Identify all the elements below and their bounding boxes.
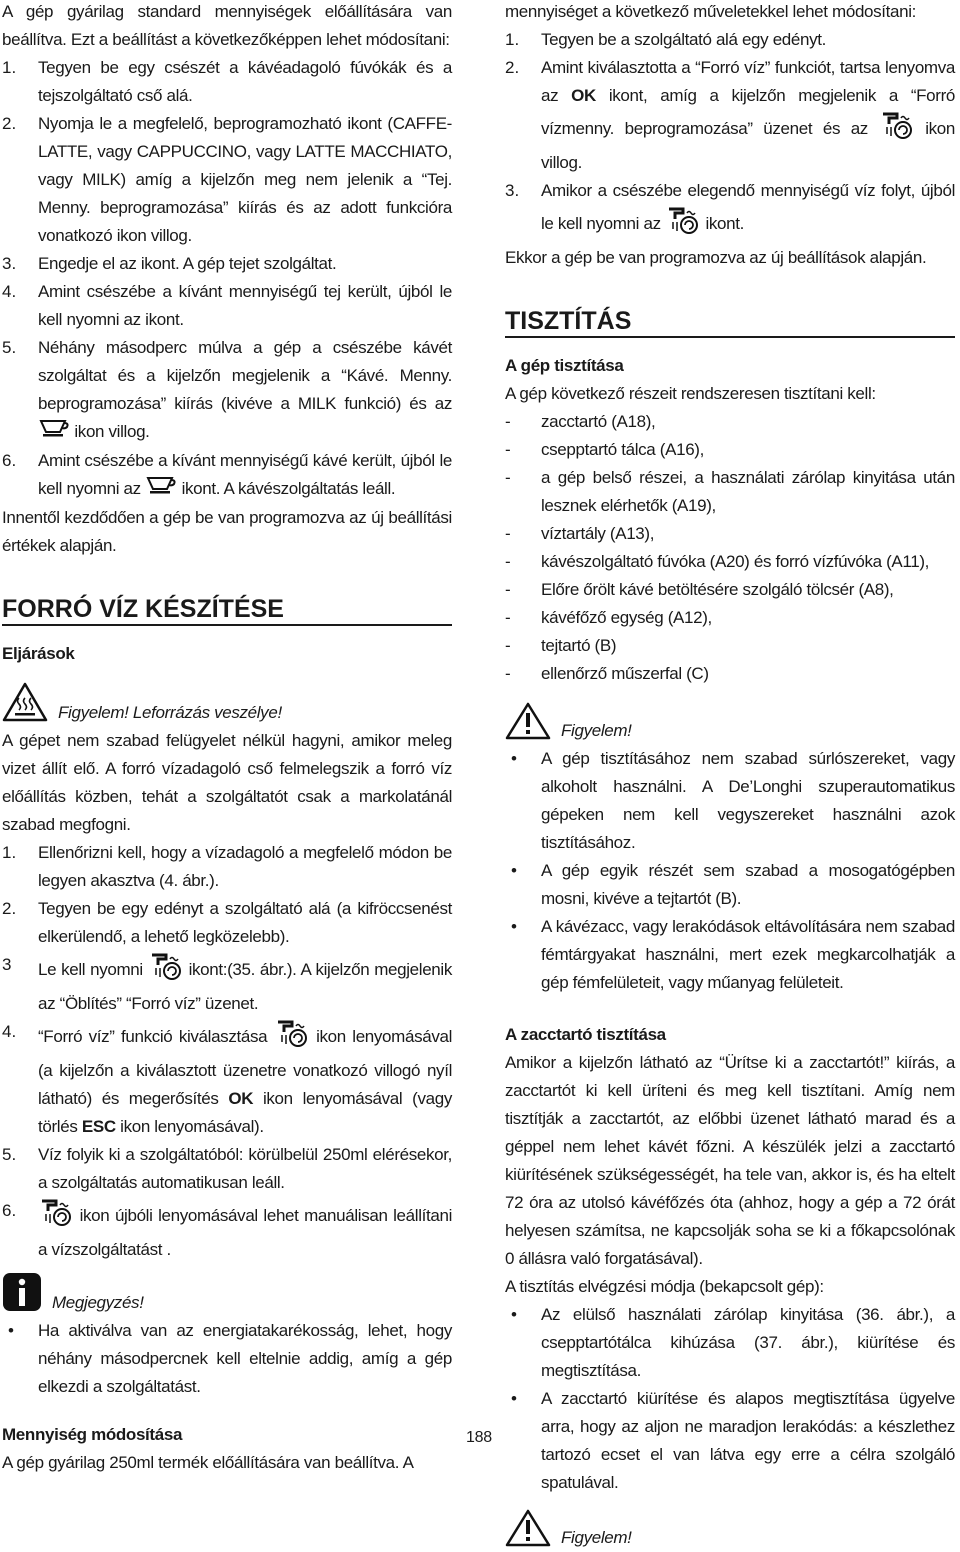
intro-paragraph: A gép gyárilag standard mennyiségek előállítására van beállítva. Ezt a beállítást a következőképpen lehet módosítani:	[2, 2, 452, 49]
done-text: Ekkor a gép be van programozva az új beállítások alapján.	[505, 248, 927, 267]
list-item	[505, 464, 955, 520]
list-text: Engedje el az ikont. A gép tejet szolgáltat.	[38, 254, 337, 273]
list-text: A gép tisztításához nem szabad súrlószereket, vagy alkoholt használni. A De’Longhi szuperautomatikus gépeken nem kell vegyszereket használni azok tisztításához.	[541, 749, 955, 852]
list-number: 3.	[505, 181, 520, 200]
list-number: 1.	[505, 30, 520, 49]
coffee-cup-icon	[145, 475, 177, 504]
list-text: Nyomja le a megfelelő, beprogramozható ikont (CAFFE-LATTE, vagy CAPPUCCINO, vagy LATTE MACCHIATO, vagy MILK) amíg a kijelzőn meg nem jelenik a “Tej. Menny. beprogramozása” kiírás és az adott funkcióra vonatkozó ikon villog.	[38, 114, 452, 245]
list-text	[38, 1018, 452, 1141]
list-text: kávészolgáltató fúvóka (A20) és forró vízfúvóka (A11),	[541, 552, 930, 571]
list-text: Előre őrölt kávé betöltésére szolgáló tölcsér (A8),	[541, 580, 894, 599]
note-bullet	[2, 1317, 452, 1401]
list-text: A zacctartó kiürítése és alapos megtisztítása ügyelve arra, hogy az aljon ne maradjon lerakódás: a készlethez tartozó ecset el van látva egy erre a célra szolgáló spatulával.	[541, 1389, 955, 1492]
list-text	[38, 1197, 452, 1264]
hw3-text-before: Le kell nyomni	[38, 960, 143, 980]
dash-mark: -	[505, 608, 511, 627]
list-item	[2, 1197, 452, 1264]
warning-title: Figyelem!	[561, 721, 632, 740]
dash-mark: -	[505, 636, 511, 655]
list-item	[505, 1301, 955, 1385]
list-text: ellenőrző műszerfal (C)	[541, 664, 709, 683]
note-text: Ha aktiválva van az energiatakarékosság, lehet, hogy néhány másodpercnek kell eltelnie addig, amíg a gép elkezdi a szolgáltatást.	[38, 1321, 452, 1397]
list-number: 2.	[505, 58, 520, 77]
dash-mark: -	[505, 468, 511, 487]
list-number: 4.	[2, 282, 17, 301]
warning-triangle-icon	[505, 702, 551, 745]
list-item	[2, 895, 452, 951]
list-number: 6.	[2, 451, 17, 471]
list-text: Ellenőrizni kell, hogy a vízadagoló a megfelelő módon be legyen akasztva (4. ábr.).	[38, 843, 452, 891]
dash-mark: -	[505, 580, 511, 599]
list-text: Az elülső használati zárólap kinyitása (36. ábr.), a csepptartótálca kihúzása (37. ábr.), kiürítése és megtisztítása.	[541, 1305, 955, 1380]
outro-paragraph: Innentől kezdődően a gép be van programozva az új beállítási értékek alapján.	[2, 508, 452, 556]
note-block-title	[2, 1272, 452, 1317]
list-text	[38, 334, 452, 447]
section-heading-wrap	[505, 306, 955, 336]
list-item	[505, 436, 955, 464]
section-heading-wrap	[2, 594, 452, 624]
subheading-grounds-container: A zacctartó tisztítása	[505, 1025, 666, 1044]
list-text: zacctartó (A18),	[541, 412, 656, 431]
list-text: Amint csészébe a kívánt mennyiségű tej került, újból le kell nyomni az ikont.	[38, 282, 452, 329]
list-text	[541, 54, 955, 177]
subheading-quantity: Mennyiség módosítása	[2, 1425, 183, 1445]
list-item	[2, 951, 452, 1018]
hw3-text-after: ikont:(35. ábr.). A kijelzőn megjelenik az “Öblítés” “Forró víz” üzenet.	[38, 960, 452, 1014]
step5-text-before: Néhány másodperc múlva a gép a csészébe kávét szolgáltat és a kijelzőn megjelenik a “Kávé. Menny. beprogramozása” kiírás (kivéve a MILK funkció) és az	[38, 338, 452, 413]
list-item	[505, 604, 955, 632]
cleaning-warning	[505, 702, 955, 745]
warning-text: A gépet nem szabad felügyelet nélkül hagyni, amikor meleg vizet állít elő. A forró vízadagoló cső felmelegszik a forró víz előállítás közben, tehát a szolgáltatót csak a markolatánál szabad megfogni.	[2, 731, 452, 835]
subheading-procedures: Eljárások	[2, 644, 75, 664]
list-number: 3.	[2, 254, 17, 273]
list-item	[2, 1018, 452, 1141]
list-item	[2, 447, 452, 504]
list-text	[38, 951, 452, 1018]
dash-mark: -	[505, 552, 511, 571]
subheading-machine-cleaning: A gép tisztítása	[505, 356, 624, 375]
warning-triangle-icon	[505, 1509, 551, 1552]
step6-text-after: ikont. A kávészolgáltatás leáll.	[181, 479, 396, 499]
left-column	[2, 0, 452, 1477]
note-title: Megjegyzés!	[52, 1293, 144, 1313]
list-item	[505, 26, 955, 54]
list-item	[505, 1385, 955, 1497]
dash-mark: -	[505, 440, 511, 459]
section-heading-cleaning: TISZTÍTÁS	[505, 307, 632, 335]
hot-water-tap-icon	[665, 205, 701, 244]
info-icon	[2, 1272, 42, 1317]
quantity-text: A gép gyárilag 250ml termék előállítására van beállítva. A	[2, 1453, 414, 1473]
list-item	[2, 278, 452, 334]
list-text: a gép belső részei, a használati zárólap kinyitása után lesznek elérhetők (A19),	[541, 468, 955, 515]
list-item	[2, 839, 452, 895]
hw4-text-end: ikon lenyomásával).	[120, 1117, 264, 1137]
r2-text-before: Amint kiválasztotta a “Forró víz” funkciót, tartsa lenyomva az	[541, 58, 955, 105]
page-number: 188	[466, 1429, 492, 1446]
list-item	[505, 632, 955, 660]
list-number: 6.	[2, 1201, 17, 1221]
list-text	[38, 447, 452, 504]
list-text: víztartály (A13),	[541, 524, 655, 543]
hot-water-tap-icon	[38, 1197, 74, 1236]
list-item	[2, 1141, 452, 1197]
list-item	[505, 520, 955, 548]
list-number: 3	[2, 955, 12, 975]
list-item	[505, 660, 955, 688]
hot-water-tap-icon	[879, 110, 915, 149]
list-text: A kávézacc, vagy lerakódások eltávolítására nem szabad fémtárgyakat használni, mert ezek megkarcolhatják a gép fémfelületeit, vagy műanyag felületeit.	[541, 917, 955, 992]
ok-key-label: OK	[228, 1089, 254, 1109]
list-text	[541, 177, 955, 244]
continued-text: mennyiséget a következő műveletekkel lehet módosítani:	[505, 2, 917, 21]
warning-title: Figyelem! Leforrázás veszélye!	[58, 703, 282, 723]
hot-water-tap-icon	[274, 1018, 310, 1057]
list-text: Víz folyik ki a szolgáltatóból: körülbelül 250ml elérésekor, a szolgáltatás automatikusan leáll.	[38, 1145, 452, 1193]
section-heading-hot-water: FORRÓ VÍZ KÉSZÍTÉSE	[2, 595, 284, 624]
hw4-text-before: “Forró víz” funkció kiválasztása	[38, 1027, 268, 1047]
r2-text-after: ikont, amíg a kijelzőn megjelenik a “Forró vízmenny. beprogramozása” üzenet és az	[541, 86, 956, 138]
warning-title: Figyelem!	[561, 1528, 632, 1547]
bullet-mark: •	[511, 917, 517, 936]
r3-text-after: ikont.	[705, 213, 745, 233]
list-text: tejtartó (B)	[541, 636, 617, 655]
ok-key-label: OK	[571, 86, 596, 105]
list-number: 2.	[2, 114, 17, 133]
coffee-cup-icon	[38, 418, 70, 447]
cleaning-warning-2	[505, 1509, 955, 1552]
list-item	[505, 576, 955, 604]
list-item	[505, 857, 955, 913]
dash-mark: -	[505, 664, 511, 683]
bullet-mark: •	[511, 861, 517, 880]
list-number: 2.	[2, 899, 17, 919]
esc-key-label: ESC	[81, 1117, 116, 1137]
step5-text-after: ikon villog.	[74, 422, 150, 441]
list-item	[505, 745, 955, 857]
dash-mark: -	[505, 412, 511, 431]
list-item	[2, 54, 452, 110]
list-item	[505, 548, 955, 576]
list-item	[505, 177, 955, 244]
scald-warning	[2, 682, 452, 727]
list-item	[505, 408, 955, 436]
right-column	[505, 0, 955, 1552]
bullet-mark: •	[511, 749, 517, 768]
bullet-mark: •	[8, 1321, 14, 1341]
cleaning-intro: A gép következő részeit rendszeresen tisztítani kell:	[505, 384, 876, 403]
hot-surface-warning-icon	[2, 682, 48, 727]
list-item	[505, 54, 955, 177]
list-text: kávéfőző egység (A12),	[541, 608, 712, 627]
list-text: csepptartó tálca (A16),	[541, 440, 704, 459]
grounds-text: Amikor a kijelzőn látható az “Ürítse ki a zacctartót!” kiírás, a zacctartót ki kell üríteni és meg kell tisztítani. Amíg nem tisztítják a zacctartót, az előbbi üzenet látható marad és a géppel nem lehet kávét főzni. A készülék jelzi a zacctartó kiürítésének szükségességét, ha tele van, akkor is, és ha eltelt 72 óra az utolsó kávéfőzés óta (ahhoz, hogy a gép a 72 órát helyesen számítsa, ne kapcsolják soha se ki a főkapcsolónak 0 állásra való forgatásával).	[505, 1053, 955, 1268]
procedure-title: A tisztítás elvégzési módja (bekapcsolt gép):	[505, 1277, 824, 1296]
list-item	[2, 334, 452, 447]
hot-water-tap-icon	[148, 951, 184, 990]
list-item	[505, 913, 955, 997]
r2-text-end: ikon villog.	[541, 118, 956, 172]
step6-text-before: Amint csészébe a kívánt mennyiségű kávé került, újból le kell nyomni az	[38, 451, 452, 499]
dash-mark: -	[505, 524, 511, 543]
list-text: Tegyen be egy edényt a szolgáltató alá (a kifröccsenést elkerülendő, a lehető legközelebb).	[38, 899, 452, 947]
hw6-text: ikon újbóli lenyomásával lehet manuálisan leállítani a vízszolgáltatást .	[38, 1206, 452, 1260]
list-item	[2, 110, 452, 250]
list-text: Tegyen be egy csészét a kávéadagoló fúvókák és a tejszolgáltató cső alá.	[38, 58, 452, 105]
list-number: 1.	[2, 843, 17, 863]
list-number: 1.	[2, 58, 17, 77]
list-number: 5.	[2, 338, 17, 357]
bullet-mark: •	[511, 1305, 517, 1324]
list-text: Tegyen be a szolgáltató alá egy edényt.	[541, 30, 827, 49]
r3-text-before: Amikor a csészébe elegendő mennyiségű víz folyt, újból le kell nyomni az	[541, 181, 955, 233]
list-text: A gép egyik részét sem szabad a mosogatógépben mosni, kivéve a tejtartót (B).	[541, 861, 955, 908]
list-item	[2, 250, 452, 278]
hw4-text-after: ikon lenyomásával (a kijelzőn a kiválasztott üzenetre vonatkozó villogó nyíl látható) és megerősítés	[38, 1027, 453, 1109]
list-number: 5.	[2, 1145, 17, 1165]
hw4-text-mid: ikon lenyomásával (vagy törlés	[38, 1089, 452, 1137]
bullet-mark: •	[511, 1389, 517, 1408]
list-number: 4.	[2, 1022, 17, 1042]
